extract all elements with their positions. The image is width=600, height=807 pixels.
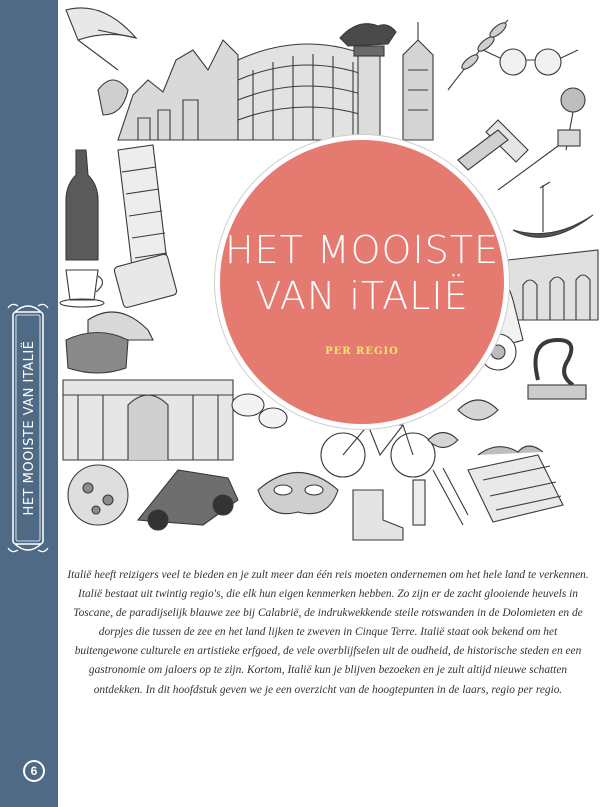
clutch-bag-icon [113, 253, 177, 308]
gondola-icon [513, 182, 593, 237]
cliff-town-icon [118, 40, 238, 140]
cathedral-icon [403, 22, 433, 140]
espresso-cup-icon [60, 270, 104, 307]
colosseum-icon [238, 44, 378, 140]
chapter-label-banner [2, 298, 54, 558]
intro-paragraph: Italië heeft reizigers veel te bieden en je zult meer dan één reis moeten ondernemen om het hele land te verkennen. Italië bestaat uit twintig regio's, die elk hun eigen kenmerken hebben. Zo zijn er de zacht glooiende heuvels in Toscane, de paradijselijk blauwe zee bij Calabrië, de indrukwekkende steile rotswanden in de Dolomieten en de dorpjes die tussen de zee en het land lijken te zweven in Cinque Terre. Italië staat ook bekend om het buitengewone culturele en artistieke erfgoed, de vele overblijfselen uit de oudheid, de historische steden en een gastronomie om jaloers op te zijn. Kortom, Italië kun je blijven bezoeken en je zult altijd nieuwe schatten ontdekken. In dit hoofdstuk geven we je een overzicht van de hoogtepunten in de laars, regio per regio. [67, 569, 589, 696]
snorkel-mask-icon [66, 333, 128, 374]
sunglasses-icon [483, 49, 578, 75]
bicycle-icon [321, 418, 435, 477]
title-line-1: HET MOOISTE [224, 228, 500, 272]
boot-icon [353, 490, 403, 540]
vegetables-icon [478, 446, 543, 455]
lemon-icon [232, 394, 287, 428]
banner-frame [2, 298, 54, 558]
page-number: 6 [23, 760, 45, 782]
wine-bottle-icon [66, 150, 98, 260]
title-circle [220, 140, 504, 424]
olive-branch-icon [448, 20, 508, 90]
subtitle: PER REGIO [325, 346, 399, 357]
palazzo-icon [508, 250, 598, 320]
cannoli-icon [458, 120, 528, 170]
grapevine-icon [428, 400, 498, 448]
chocolate-box-icon [468, 455, 563, 522]
venetian-mask-icon [258, 473, 338, 514]
snake-sculpture-icon [528, 340, 586, 399]
chapter-sidebar [0, 0, 58, 807]
pizza-icon [68, 465, 128, 525]
artichoke-icon [98, 80, 128, 115]
race-car-icon [138, 470, 238, 530]
paint-tools-icon [413, 468, 468, 525]
title-line-2: VAN iTALIË [255, 274, 469, 318]
flying-machine-icon [66, 8, 136, 70]
trevi-fountain-icon [63, 380, 233, 460]
chapter-label-text: HET MOOISTE VAN ITALIË [22, 340, 37, 516]
italy-illustration-collage [58, 0, 600, 545]
